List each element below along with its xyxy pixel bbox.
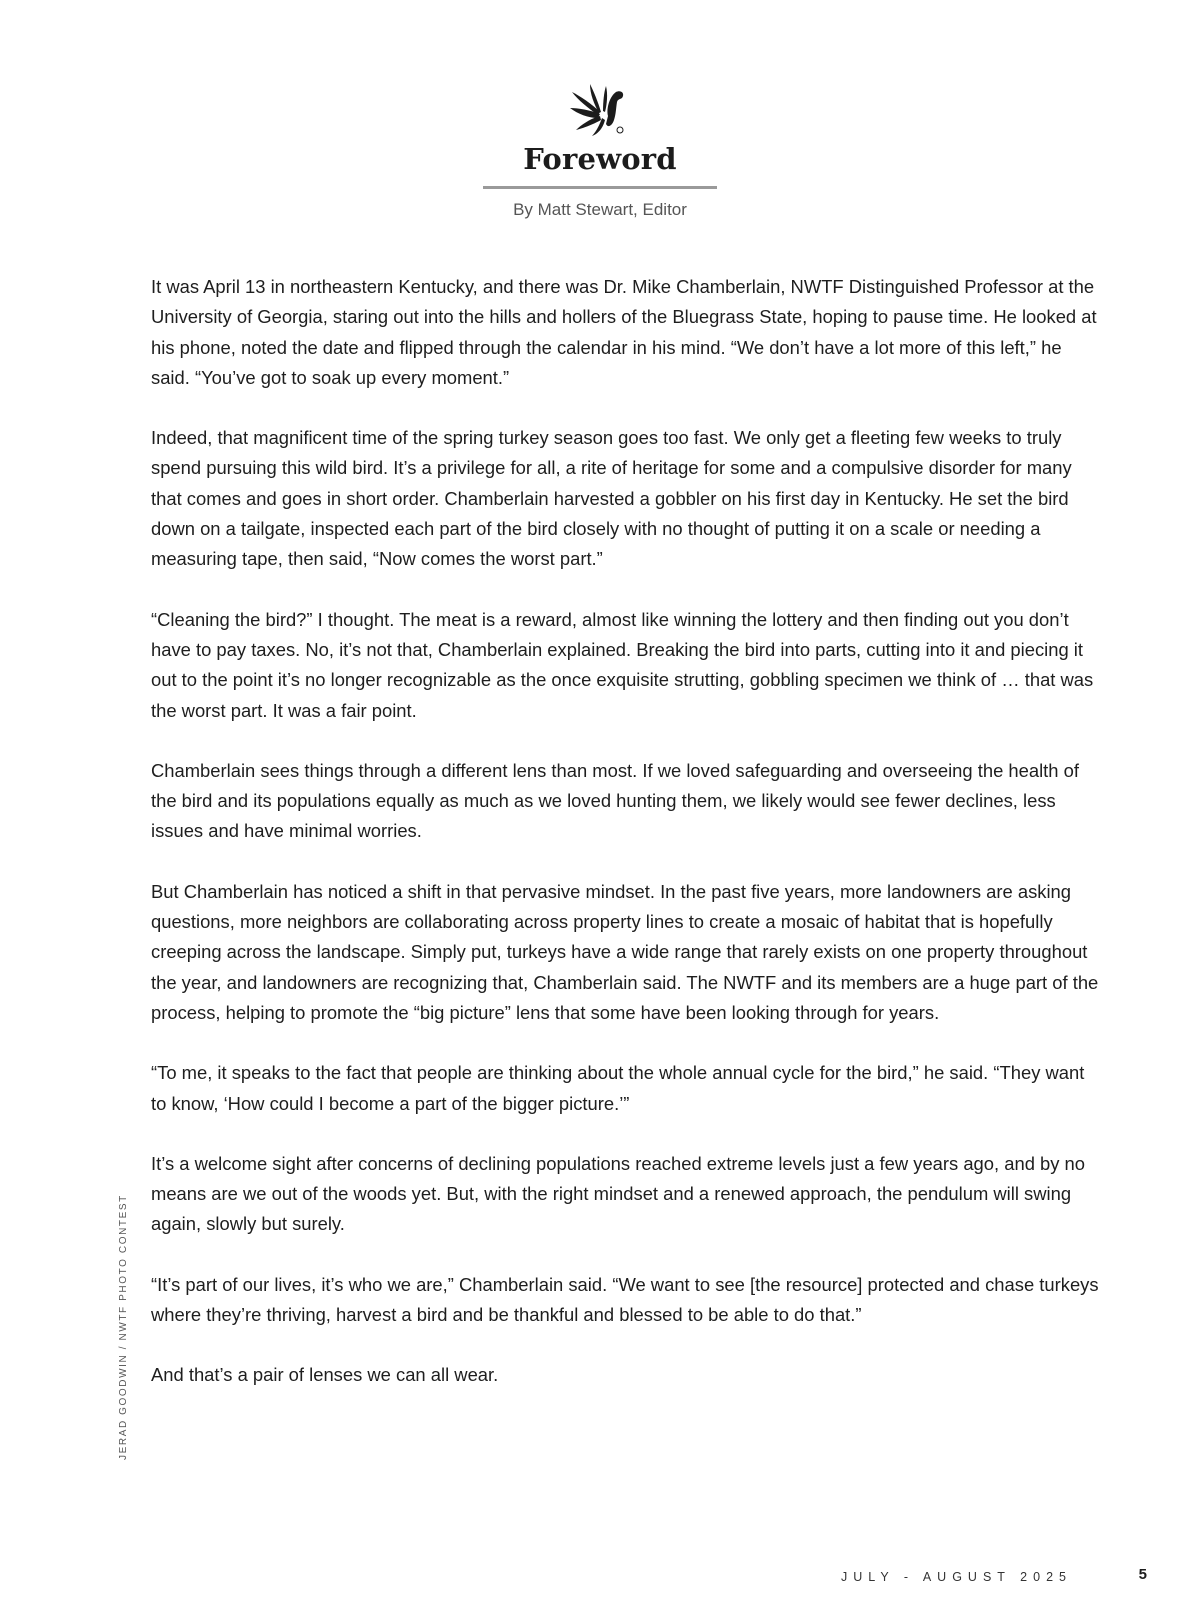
page-number: 5 [1138, 1566, 1147, 1583]
byline: By Matt Stewart, Editor [513, 200, 687, 219]
issue-date: JULY - AUGUST 2025 [841, 1570, 1072, 1584]
paragraph: It was April 13 in northeastern Kentucky, and there was Dr. Mike Chamberlain, NWTF Distinguished Professor at the University of Georgia, staring out into the hills and hollers of the Bluegrass State, hoping to pause time. He looked at his phone, noted the date and flipped through the calendar in his mind. “We don’t have a lot more of this left,” he said. “You’ve got to soak up every moment.” [151, 276, 1097, 388]
paragraph: Indeed, that magnificent time of the spring turkey season goes too fast. We only get a fleeting few weeks to truly spend pursuing this wild bird. It’s a privilege for all, a rite of heritage for some and a compulsive disorder for many that comes and goes in short order. Chamberlain harvested a gobbler on his first day in Kentucky. He set the bird down on a tailgate, inspected each part of the bird closely with no thought of putting it on a scale or needing a measuring tape, then said, “Now comes the worst part.” [151, 427, 1072, 570]
article-header [0, 82, 1200, 221]
page-title: Foreword [523, 142, 677, 176]
article-body [151, 272, 1101, 1421]
title-divider [483, 186, 717, 189]
paragraph: It’s a welcome sight after concerns of declining populations reached extreme levels just a few years ago, and by no means are we out of the woods yet. But, with the right mindset and a renewed approach, the pendulum will swing again, slowly but surely. [151, 1152, 1086, 1235]
paragraph: “To me, it speaks to the fact that people are thinking about the whole annual cycle for the bird,” he said. “They want to know, ‘How could I become a part of the bigger picture.’” [151, 1062, 1085, 1114]
paragraph: “Cleaning the bird?” I thought. The meat is a reward, almost like winning the lottery and then finding out you don’t have to pay taxes. No, it’s not that, Chamberlain explained. Breaking the bird into parts, cutting into it and piecing it out to the point it’s no longer recognizable as the once exquisite strutting, gobbling specimen we think of … that was the worst part. It was a fair point. [151, 608, 1094, 721]
paragraph: But Chamberlain has noticed a shift in that pervasive mindset. In the past five years, more landowners are asking questions, more neighbors are collaborating across property lines to create a mosaic of habitat that is hopefully creeping across the landscape. Simply put, turkeys have a wide range that rarely exists on one property throughout the year, and landowners are recognizing that, Chamberlain said. The NWTF and its members are a huge part of the process, helping to promote the “big picture” lens that some have been looking through for years. [151, 880, 1099, 1023]
nwtf-turkey-logo-icon [570, 82, 630, 138]
paragraph: And that’s a pair of lenses we can all wear. [151, 1364, 499, 1386]
paragraph: “It’s part of our lives, it’s who we are,” Chamberlain said. “We want to see [the resource] protected and chase turkeys where they’re thriving, harvest a bird and be thankful and blessed to be able to do that.” [151, 1273, 1099, 1326]
paragraph: Chamberlain sees things through a different lens than most. If we loved safeguarding and overseeing the health of the bird and its populations equally as much as we loved hunting them, we likely would see fewer declines, less issues and have minimal worries. [151, 759, 1079, 842]
photo-credit: JERAD GOODWIN / NWTF PHOTO CONTEST [118, 1194, 129, 1460]
